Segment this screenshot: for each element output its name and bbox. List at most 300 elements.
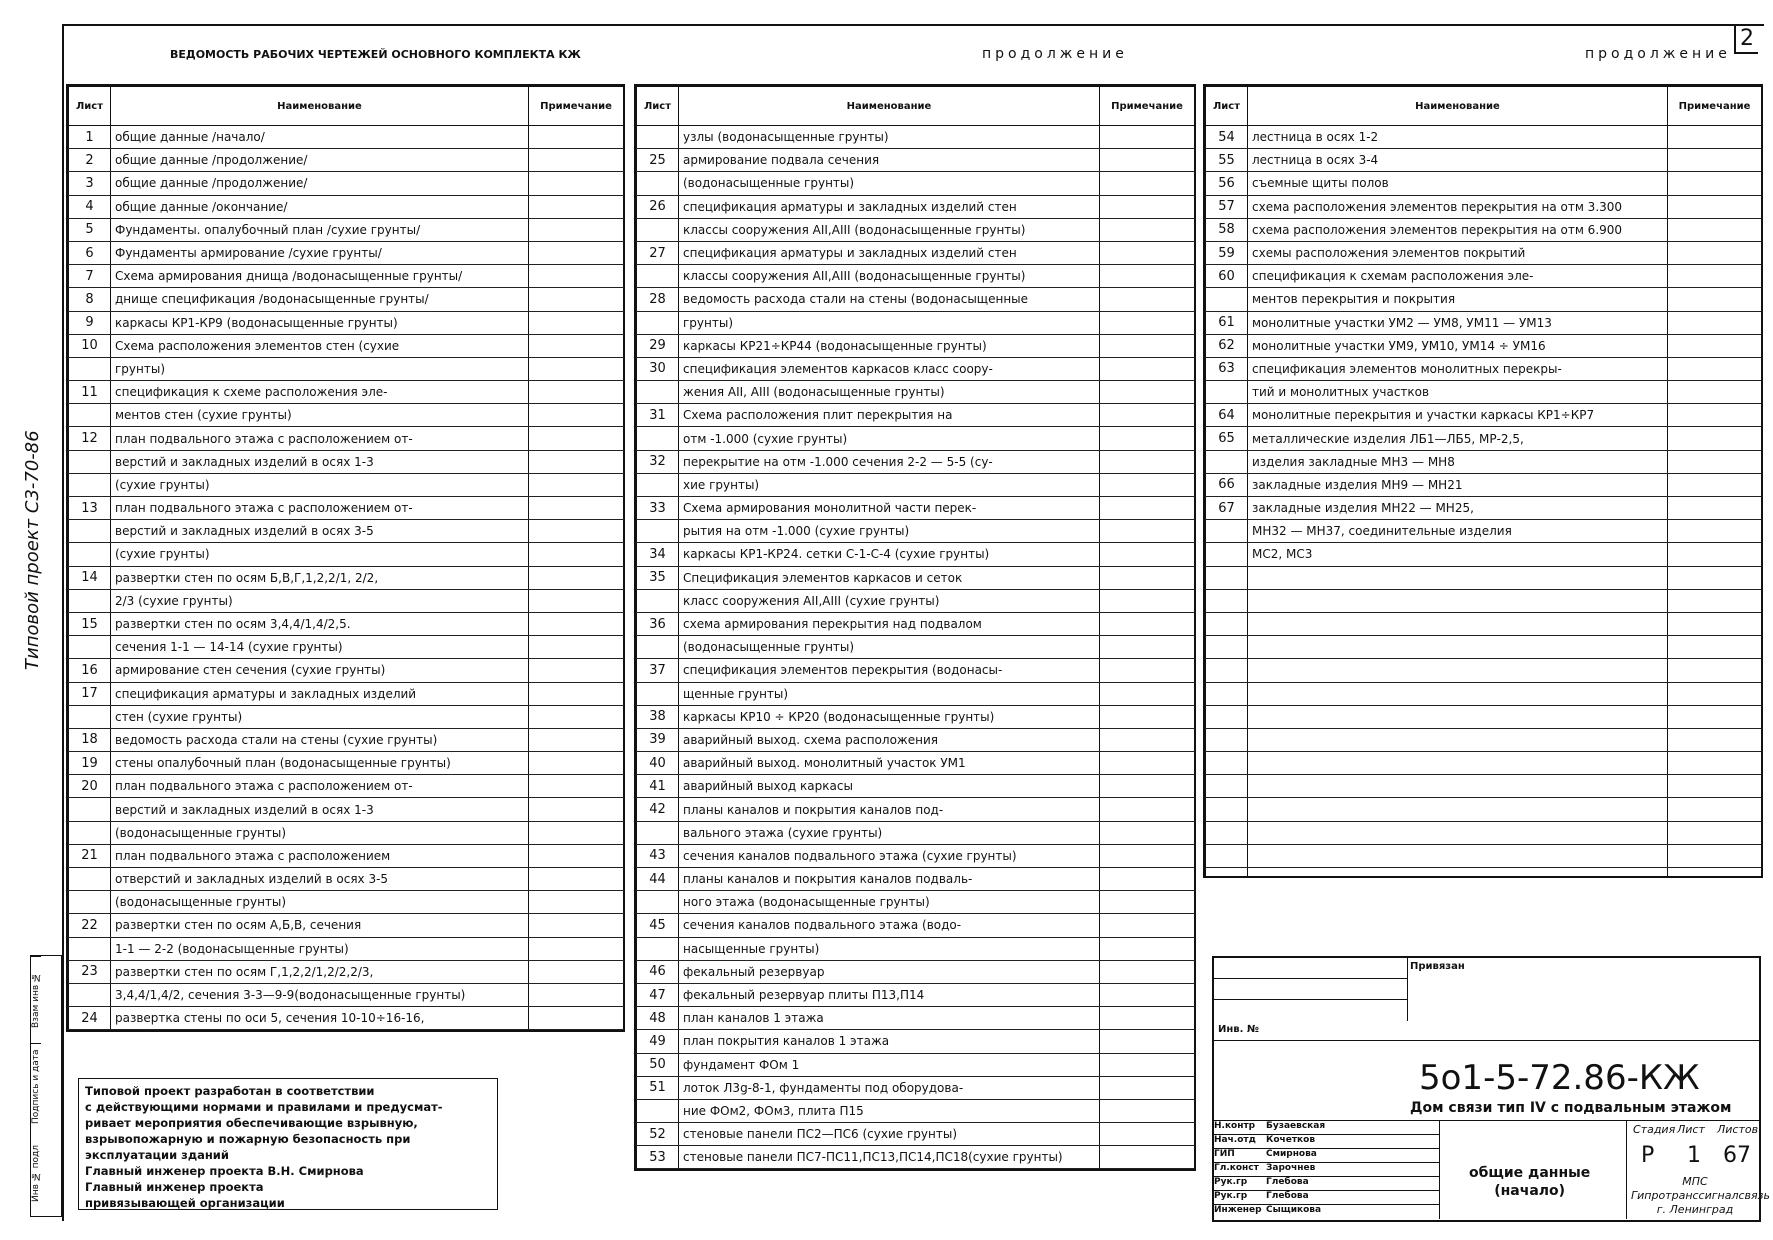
sheet-no: 7 [69, 265, 111, 288]
sheet-remark [1668, 659, 1762, 682]
sheet-remark [1100, 914, 1195, 937]
sheet-no: 38 [637, 705, 679, 728]
sheet-title: развертки стен по осям Б,В,Г,1,2,2/1, 2/2, [111, 566, 529, 589]
table-row [637, 126, 1195, 149]
sheet-title: армирование подвала сечения [679, 149, 1100, 172]
sheet-title: (водонасыщенные грунты) [111, 891, 529, 914]
sheet-no [637, 381, 679, 404]
sheet-title: классы сооружения АII,АIII (водонасыщенные грунты) [679, 218, 1100, 241]
sheet-title: Схема расположения плит перекрытия на [679, 404, 1100, 427]
sheet-title: спецификация арматуры и закладных изделий стен [679, 241, 1100, 264]
table-row [1206, 589, 1762, 612]
sheet-remark [529, 589, 624, 612]
sheet-remark [1100, 311, 1195, 334]
table-row [637, 659, 1195, 682]
sheet-no: 28 [637, 288, 679, 311]
sheet-no [637, 682, 679, 705]
sheet-no: 63 [1206, 357, 1248, 380]
sheet-remark [1100, 891, 1195, 914]
table-row [69, 798, 624, 821]
continuation-label-2: продолжение [1585, 46, 1731, 62]
sheet-remark [1668, 172, 1762, 195]
sheet-no [69, 868, 111, 891]
table-row [69, 126, 624, 149]
sheet-title: сечения каналов подвального этажа (водо- [679, 914, 1100, 937]
sheet-no: 46 [637, 960, 679, 983]
sheet-title: план подвального этажа с расположением от- [111, 427, 529, 450]
note-line: взрывопожарную и пожарную безопасность при [85, 1132, 411, 1146]
sheet-remark [1668, 427, 1762, 450]
table-row [1206, 195, 1762, 218]
table-row [1206, 126, 1762, 149]
signature-row: Рук.гр Глебова [1214, 1176, 1439, 1192]
table-row [637, 612, 1195, 635]
sheet-no [1206, 450, 1248, 473]
table-row [69, 427, 624, 450]
sheet-remark [1100, 775, 1195, 798]
sheet-remark [1100, 752, 1195, 775]
table-row [69, 473, 624, 496]
sheet-title: спецификация элементов перекрытия (водонасы- [679, 659, 1100, 682]
continuation-label-1: продолжение [982, 46, 1128, 62]
sheet-title [1248, 682, 1668, 705]
sheet-no: 51 [637, 1076, 679, 1099]
sheet-no [69, 891, 111, 914]
sheet-remark [1100, 473, 1195, 496]
table-row [637, 1007, 1195, 1030]
sheet-no: 53 [637, 1146, 679, 1169]
sheet-remark [1668, 241, 1762, 264]
sheet-title: рытия на отм -1.000 (сухие грунты) [679, 520, 1100, 543]
sheet-no [69, 798, 111, 821]
sheet-title: насыщенные грунты) [679, 937, 1100, 960]
title-block [1212, 956, 1770, 1222]
sheet-remark [1100, 636, 1195, 659]
sheet-title [1248, 728, 1668, 751]
sheet-no: 3 [69, 172, 111, 195]
sheet-title: Фундаменты. опалубочный план /сухие грунты/ [111, 218, 529, 241]
table-row [637, 891, 1195, 914]
sheet-no [1206, 844, 1248, 867]
sheet-remark [1100, 1146, 1195, 1169]
table-row [69, 589, 624, 612]
table-row [69, 1007, 624, 1030]
table-row [637, 357, 1195, 380]
table-row [637, 868, 1195, 891]
sheet-remark [1100, 126, 1195, 149]
sheet-no [1206, 728, 1248, 751]
sheet-remark [1100, 172, 1195, 195]
sheet-no: 24 [69, 1007, 111, 1030]
table-row [637, 1030, 1195, 1053]
table-row [1206, 705, 1762, 728]
sheet-title: схема расположения элементов перекрытия на отм 3.300 [1248, 195, 1668, 218]
sheet-title: МН32 — МН37, соединительные изделия [1248, 520, 1668, 543]
sheet-no: 66 [1206, 473, 1248, 496]
sheet-title: стеновые панели ПС2—ПС6 (сухие грунты) [679, 1123, 1100, 1146]
sheet-remark [1100, 868, 1195, 891]
sheet-no [1206, 612, 1248, 635]
table-row [637, 311, 1195, 334]
sheet-no: 25 [637, 149, 679, 172]
sheet-no: 36 [637, 612, 679, 635]
sheet-title: вального этажа (сухие грунты) [679, 821, 1100, 844]
table-row [637, 1146, 1195, 1169]
sheet-title: спецификация арматуры и закладных изделий [111, 682, 529, 705]
sheet-title: Схема армирования монолитной части перек- [679, 497, 1100, 520]
sheet-title: (сухие грунты) [111, 473, 529, 496]
table-row [69, 381, 624, 404]
sheet-no: 6 [69, 241, 111, 264]
left-approval-strip [30, 955, 62, 1217]
sheet-title [1248, 868, 1668, 879]
sheet-title: стен (сухие грунты) [111, 705, 529, 728]
sheet-remark [529, 126, 624, 149]
sheet-title: 2/3 (сухие грунты) [111, 589, 529, 612]
sheet-no [1206, 868, 1248, 879]
table-row [69, 682, 624, 705]
sheet-no [1206, 705, 1248, 728]
sheet-title: сечения 1-1 — 14-14 (сухие грунты) [111, 636, 529, 659]
sheet-no: 54 [1206, 126, 1248, 149]
sheet-title: стеновые панели ПС7-ПС11,ПС13,ПС14,ПС18(сухие грунты) [679, 1146, 1100, 1169]
sheet-title: каркасы КР10 ÷ КР20 (водонасыщенные грунты) [679, 705, 1100, 728]
sheet-remark [1668, 265, 1762, 288]
sheet-title: спецификация элементов каркасов класс соору- [679, 357, 1100, 380]
sheet-remark [1100, 682, 1195, 705]
sheets-label: Листов [1717, 1123, 1759, 1136]
sheet-remark [1100, 149, 1195, 172]
sheet-remark [529, 334, 624, 357]
sheet-remark [1100, 497, 1195, 520]
table-row [637, 752, 1195, 775]
table-row [1206, 659, 1762, 682]
sheet-remark [1100, 983, 1195, 1006]
table-row [637, 473, 1195, 496]
sheet-remark [529, 612, 624, 635]
sheet-title: общие данные /продолжение/ [111, 172, 529, 195]
signature-row: ГИП Смирнова [1214, 1148, 1439, 1164]
sheet-title: изделия закладные МН3 — МН8 [1248, 450, 1668, 473]
sheet-no: 62 [1206, 334, 1248, 357]
table-row [69, 775, 624, 798]
table-row [637, 1076, 1195, 1099]
sheet-title: план подвального этажа с расположением от- [111, 775, 529, 798]
sheet-no [69, 473, 111, 496]
sheet-no [69, 983, 111, 1006]
sheet-remark [1100, 1076, 1195, 1099]
note-line: эксплуатации зданий [85, 1148, 229, 1162]
sheet-remark [1100, 241, 1195, 264]
sheet-remark [529, 891, 624, 914]
sheet-remark [1668, 844, 1762, 867]
table-row [69, 914, 624, 937]
sheet-remark [1100, 357, 1195, 380]
sheet-title: развертки стен по осям Г,1,2,2/1,2/2,2/3, [111, 960, 529, 983]
sheet-no [637, 218, 679, 241]
table-row [637, 427, 1195, 450]
col-sheet: Лист [69, 87, 111, 126]
attached-label: Привязан [1410, 961, 1465, 972]
sheet-title: верстий и закладных изделий в осях 1-3 [111, 450, 529, 473]
sheet-no: 15 [69, 612, 111, 635]
sheet-no: 45 [637, 914, 679, 937]
sheet-remark [529, 983, 624, 1006]
table-row [637, 821, 1195, 844]
sheet-no: 1 [69, 126, 111, 149]
sheet-title [1248, 589, 1668, 612]
sheet-title: (водонасыщенные грунты) [679, 636, 1100, 659]
table-row [1206, 172, 1762, 195]
sheet-remark [1100, 381, 1195, 404]
sheet-remark [529, 659, 624, 682]
sheet-title: спецификация к схемам расположения эле- [1248, 265, 1668, 288]
table-row [637, 682, 1195, 705]
table-row [1206, 497, 1762, 520]
sheet-title [1248, 821, 1668, 844]
table-row [1206, 752, 1762, 775]
sheet-title: аварийный выход каркасы [679, 775, 1100, 798]
table-row [1206, 821, 1762, 844]
sheet-title: каркасы КР21÷КР44 (водонасыщенные грунты) [679, 334, 1100, 357]
sheet-title: отверстий и закладных изделий в осях 3-5 [111, 868, 529, 891]
sheet-remark [529, 497, 624, 520]
sheet-no [637, 473, 679, 496]
sheet-title [1248, 798, 1668, 821]
sheet-title: Схема армирования днища /водонасыщенные грунты/ [111, 265, 529, 288]
sheet-remark [1100, 1123, 1195, 1146]
sheet-no: 43 [637, 844, 679, 867]
sheet-title: верстий и закладных изделий в осях 1-3 [111, 798, 529, 821]
sheet-remark [1668, 497, 1762, 520]
sheet-no: 47 [637, 983, 679, 1006]
sheet-no: 59 [1206, 241, 1248, 264]
sheet-no [1206, 821, 1248, 844]
sheet-title: планы каналов и покрытия каналов подваль- [679, 868, 1100, 891]
sheet-no [637, 520, 679, 543]
sheet-no [69, 589, 111, 612]
sheet-title: план подвального этажа с расположением [111, 844, 529, 867]
sheet-remark [1668, 450, 1762, 473]
sheet-no [637, 589, 679, 612]
sheet-remark [1668, 705, 1762, 728]
sheet-no [1206, 566, 1248, 589]
table-row [69, 311, 624, 334]
sheet-title: грунты) [111, 357, 529, 380]
table-row [69, 891, 624, 914]
sheet-no: 11 [69, 381, 111, 404]
sheet-remark [1100, 1099, 1195, 1122]
sheet-no: 42 [637, 798, 679, 821]
sheet-remark [1100, 450, 1195, 473]
sheet-remark [1100, 195, 1195, 218]
sheet-no: 33 [637, 497, 679, 520]
sheet-title: класс сооружения АII,АIII (сухие грунты) [679, 589, 1100, 612]
sheet-title: закладные изделия МН22 — МН25, [1248, 497, 1668, 520]
sheet-title: лестница в осях 1-2 [1248, 126, 1668, 149]
sheet-remark [529, 798, 624, 821]
sheet-remark [529, 357, 624, 380]
note-line: привязывающей организации [85, 1196, 285, 1210]
sheet-title [1248, 659, 1668, 682]
sheet-remark [529, 543, 624, 566]
sheet-title: грунты) [679, 311, 1100, 334]
sheet-remark [1668, 636, 1762, 659]
stage-value: Р [1641, 1143, 1655, 1168]
sheet-remark [1100, 1007, 1195, 1030]
sheet-no: 40 [637, 752, 679, 775]
note-line: Главный инженер проекта [85, 1180, 264, 1194]
sheet-remark [1668, 728, 1762, 751]
sheet-no [1206, 752, 1248, 775]
table-row [1206, 798, 1762, 821]
sheet-title: Фундаменты армирование /сухие грунты/ [111, 241, 529, 264]
sheet-no [1206, 798, 1248, 821]
table-row [1206, 381, 1762, 404]
sheet-no: 60 [1206, 265, 1248, 288]
sheet-title: жения АII, АIII (водонасыщенные грунты) [679, 381, 1100, 404]
sheet-no [69, 705, 111, 728]
sheet-remark [529, 265, 624, 288]
sheet-title: общие данные /продолжение/ [111, 149, 529, 172]
table-row [69, 612, 624, 635]
table-row [637, 844, 1195, 867]
signature-row: Гл.конст Зарочнев [1214, 1162, 1439, 1178]
sheet-title [1248, 705, 1668, 728]
sheet-title: развертка стены по оси 5, сечения 10-10÷16-16, [111, 1007, 529, 1030]
sheet-remark [529, 868, 624, 891]
sheet-title: щенные грунты) [679, 682, 1100, 705]
sheet-remark [529, 381, 624, 404]
table-row [637, 1053, 1195, 1076]
table-row [637, 334, 1195, 357]
sheet-remark [1100, 520, 1195, 543]
sheet-title: аварийный выход. схема расположения [679, 728, 1100, 751]
sheet-title: металлические изделия ЛБ1—ЛБ5, МР-2,5, [1248, 427, 1668, 450]
table-row [637, 937, 1195, 960]
sheet-no: 12 [69, 427, 111, 450]
sheet-remark [1100, 960, 1195, 983]
table-row [637, 798, 1195, 821]
table-row [1206, 612, 1762, 635]
sheet-title: МС2, МС3 [1248, 543, 1668, 566]
table-row [637, 149, 1195, 172]
sheet-no: 39 [637, 728, 679, 751]
table-row [1206, 775, 1762, 798]
sheet-title: тий и монолитных участков [1248, 381, 1668, 404]
sheet-title: общие данные /начало/ [111, 126, 529, 149]
sheet-no [69, 937, 111, 960]
table-row [69, 218, 624, 241]
sheet-remark [1100, 265, 1195, 288]
sheet-remark [529, 149, 624, 172]
sheet-remark [529, 844, 624, 867]
sheet-remark [1100, 543, 1195, 566]
table-row [69, 937, 624, 960]
sheet-remark [1100, 427, 1195, 450]
note-line: ривает мероприятия обеспечивающие взрывную, [85, 1116, 418, 1130]
sheet-no [1206, 288, 1248, 311]
sheet-no: 20 [69, 775, 111, 798]
sheet-no [1206, 636, 1248, 659]
sheet-title: Схема расположения элементов стен (сухие [111, 334, 529, 357]
sheet-list-table-2 [634, 84, 1196, 1171]
sheet-title: план покрытия каналов 1 этажа [679, 1030, 1100, 1053]
table-row [1206, 450, 1762, 473]
sheet-title: спецификация элементов монолитных перекры- [1248, 357, 1668, 380]
sheet-title: лоток Л3g-8-1, фундаменты под оборудова- [679, 1076, 1100, 1099]
table-row [69, 450, 624, 473]
sheet-no: 30 [637, 357, 679, 380]
sheet-remark [1100, 821, 1195, 844]
note-line: с действующими нормами и правилами и предусмат- [85, 1100, 443, 1114]
sheet-no: 67 [1206, 497, 1248, 520]
sheet-title [1248, 775, 1668, 798]
sheet-title: отм -1.000 (сухие грунты) [679, 427, 1100, 450]
sheet-no: 16 [69, 659, 111, 682]
sheet-title: развертки стен по осям 3,4,4/1,4/2,5. [111, 612, 529, 635]
sheet-no: 32 [637, 450, 679, 473]
sheet-title [1248, 752, 1668, 775]
table-row [637, 195, 1195, 218]
sheet-title: монолитные участки УМ2 — УМ8, УМ11 — УМ13 [1248, 311, 1668, 334]
signature-row: Инженер Сыщикова [1214, 1204, 1439, 1220]
table-row [637, 1099, 1195, 1122]
sheet-no: 37 [637, 659, 679, 682]
table-row [69, 960, 624, 983]
table-row [637, 381, 1195, 404]
sheet-remark [529, 427, 624, 450]
signature-row: Нач.отд Кочетков [1214, 1134, 1439, 1150]
table-row [637, 636, 1195, 659]
table-row [637, 775, 1195, 798]
sheet-remark [1100, 937, 1195, 960]
sheet-no [69, 520, 111, 543]
sheet-no [69, 450, 111, 473]
col-note: Примечание [1100, 87, 1195, 126]
table-row [1206, 357, 1762, 380]
table-row [637, 566, 1195, 589]
table-row [637, 589, 1195, 612]
section-title: общие данные (начало) [1469, 1165, 1591, 1199]
sheet-list-table-3 [1203, 84, 1763, 878]
sheet-title: каркасы КР1-КР9 (водонасыщенные грунты) [111, 311, 529, 334]
sheet-remark [1668, 381, 1762, 404]
sheet-no: 57 [1206, 195, 1248, 218]
sheet-title: ного этажа (водонасыщенные грунты) [679, 891, 1100, 914]
sheet-remark [529, 914, 624, 937]
signature-row: Н.контр Бузаевская [1214, 1120, 1439, 1136]
table-row [69, 288, 624, 311]
table-row [69, 868, 624, 891]
sheet-title: сечения каналов подвального этажа (сухие грунты) [679, 844, 1100, 867]
table-row [69, 566, 624, 589]
table-row [637, 172, 1195, 195]
table-row [1206, 844, 1762, 867]
sheet-no: 49 [637, 1030, 679, 1053]
sheet-remark [529, 404, 624, 427]
sheet-remark [529, 1007, 624, 1030]
sheet-title: ведомость расхода стали на стены (сухие грунты) [111, 728, 529, 751]
sheet-remark [529, 311, 624, 334]
sheet-no [637, 1099, 679, 1122]
organization: МПС Гипротранссигналсвязь г. Ленинград [1631, 1175, 1770, 1216]
sheet-no: 56 [1206, 172, 1248, 195]
revision-grid [1214, 958, 1408, 1021]
sheet-no [69, 636, 111, 659]
table-row [1206, 404, 1762, 427]
sheet-no: 27 [637, 241, 679, 264]
